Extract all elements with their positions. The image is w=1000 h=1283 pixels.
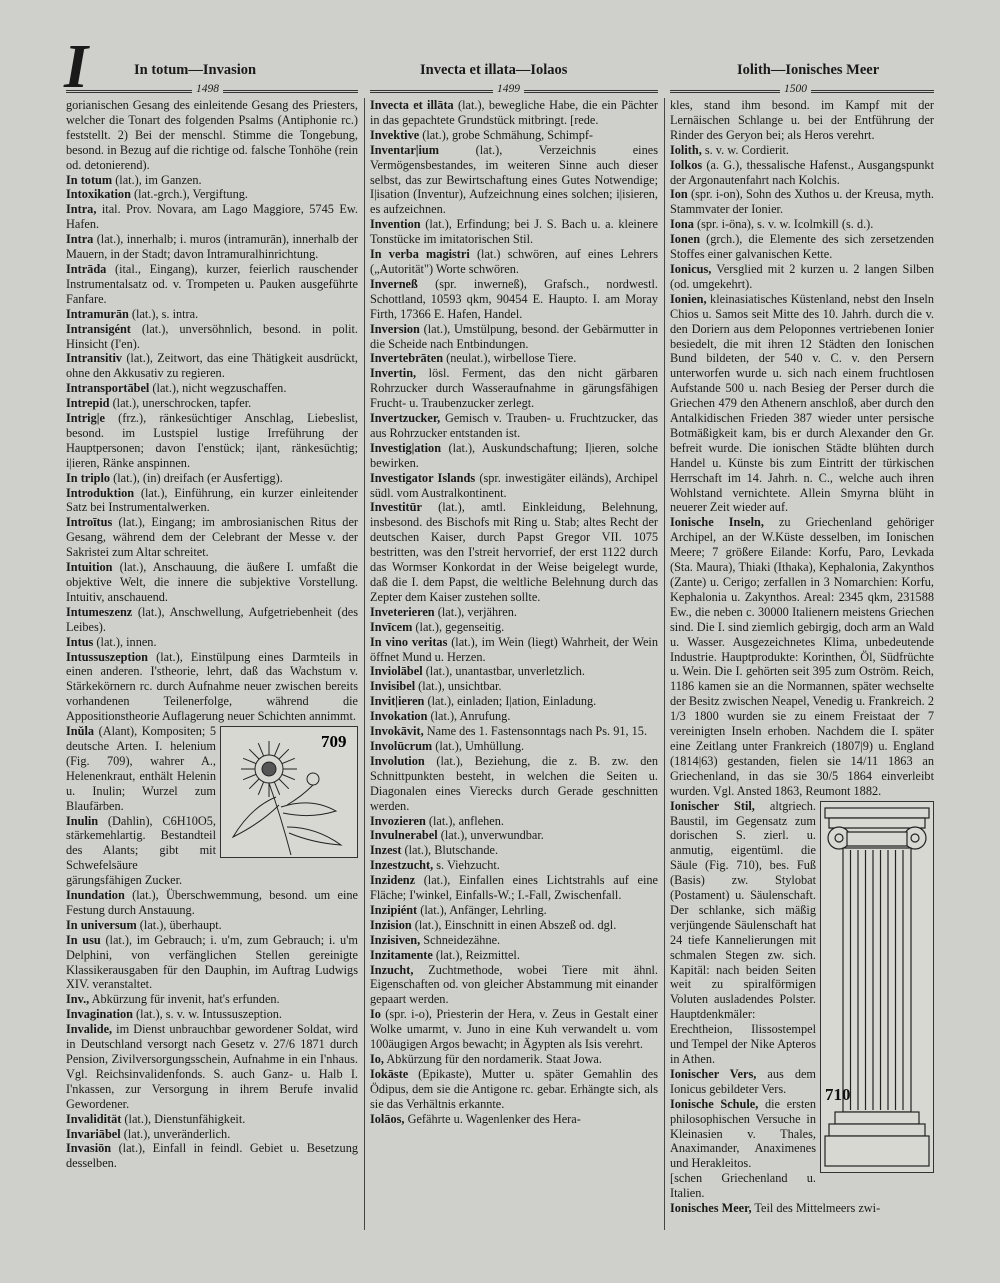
ionic-column-illustration-icon — [821, 802, 933, 1172]
entry-text: (lat.), Anschwellung, Aufgetriebenheit (des Leibes). — [66, 604, 358, 634]
entry-headword: Io — [370, 1007, 381, 1022]
dictionary-entry — [66, 888, 358, 918]
dictionary-entry — [670, 292, 934, 516]
dictionary-entry — [670, 217, 934, 232]
dictionary-entry — [670, 515, 934, 798]
dictionary-entry — [370, 828, 658, 843]
dictionary-entry — [370, 664, 658, 679]
dictionary-entry — [66, 918, 358, 933]
dictionary-entry — [370, 247, 658, 277]
entry-text: Gemisch v. Trauben- u. Fruchtzucker, das aus Rohrzucker entstanden ist. — [370, 411, 658, 440]
dictionary-entry — [370, 471, 658, 501]
entry-headword: Ionien, — [670, 291, 707, 306]
dictionary-entry — [66, 307, 358, 322]
entry-headword: Invulnerabel — [370, 828, 438, 843]
entry-text: (spr. inwestigäter eiländs), Archipel südl. vom Australkontinent. — [370, 470, 658, 500]
dictionary-entry — [66, 605, 358, 635]
dictionary-entry — [66, 933, 358, 993]
entry-headword: Introduktion — [66, 485, 135, 500]
dictionary-entry — [66, 351, 358, 381]
figure-709 — [220, 726, 358, 858]
entry-headword: Invecta et illāta — [370, 98, 454, 112]
dictionary-entry — [670, 187, 934, 217]
entry-text: (lat.), Erfindung; bei J. S. Bach u. a. kleinere Tonstücke im imitatorischen Stil. — [370, 217, 658, 247]
entry-headword: Ion — [670, 187, 688, 202]
figure-number: 710 — [825, 1084, 851, 1104]
entry-headword: Invozieren — [370, 813, 426, 828]
entry-text: (lat.), Auskundschaftung; I|ieren, solche bewirken. — [370, 440, 658, 470]
entry-text: (lat.), Einfallen eines Lichtstrahls auf eine Fläche; I'winkel, Einfalls-W.; I.-Fall, Zwischenfall. — [370, 873, 658, 903]
entry-text: (lat.), im Ganzen. — [112, 172, 202, 187]
column-divider — [664, 98, 665, 1230]
entry-headword: Inviolābel — [370, 664, 423, 679]
entry-text: (lat.), im Gebrauch; i. u'm, zum Gebrauch; i. u'm Delphini, von verfänglichen Stellen gereinigte Klassikerausgaben für den Dauphin, im Auftrag Ludwigs XIV. veranstaltet. — [66, 932, 358, 992]
entry-headword: Invariābel — [66, 1126, 121, 1141]
entry-headword: Ionische Schule, — [670, 1096, 759, 1111]
entry-text: (lat.), Reizmittel. — [432, 947, 520, 962]
dictionary-entry — [66, 202, 358, 232]
entry-text: (lat.), s. v. w. Intussuszeption. — [132, 1007, 283, 1022]
dictionary-entry — [370, 694, 658, 709]
entry-text: Name des 1. Fastensonntags nach Ps. 91, 15. — [423, 724, 648, 739]
entry-text: (lat.), Einschnitt in einen Abszeß od. dgl. — [411, 917, 617, 932]
entry-text: (lat.), grobe Schmähung, Schimpf- — [419, 127, 594, 142]
dictionary-entry — [670, 158, 934, 188]
entry-headword: Inundation — [66, 888, 125, 903]
page-number-bar-1 — [66, 85, 358, 97]
entry-headword: Ionen — [670, 232, 701, 247]
entry-headword: Invokation — [370, 709, 428, 724]
entry-headword: Invertebrāten — [370, 351, 444, 366]
entry-text: (lat.), innen. — [93, 634, 157, 649]
entry-headword: Inulin — [66, 813, 99, 828]
entry-text: (lat.), überhaupt. — [136, 917, 222, 932]
entry-headword: In usu — [66, 932, 101, 947]
entry-text: (Epikaste), Mutter u. später Gemahlin des Ödipus, dem sie die Antigone rc. gebar. Erhängte sich, als sie das Verhältnis erkannte. — [370, 1066, 658, 1111]
entry-headword: Investitūr — [370, 500, 422, 515]
entry-text: gorianischen Gesang des einleitende Gesang des Priesters, welcher die Tonart des folgenden Psalms (Antiphonie rc.) feststellt. 2) Bei der menschl. Stimme die Tongebung, besond. in Bezug auf die richtige od. falsche Tonhöhe (rein od. detonierend). — [66, 98, 358, 172]
entry-headword: Inzipiént — [370, 902, 418, 917]
dictionary-entry — [370, 635, 658, 665]
entry-headword: Iolāos, — [370, 1111, 405, 1126]
entry-text: (Alant), Kompositen; 5 deutsche Arten. I. helenium (Fig. 709), wahrer A., Helenenkraut, enthält Helenin u. Inulin; Wurzel zum Blaufärben. — [66, 724, 216, 813]
dictionary-entry — [370, 948, 658, 963]
dictionary-entry — [370, 814, 658, 829]
text-column-1 — [66, 98, 358, 1228]
dictionary-entry — [370, 1007, 658, 1052]
dictionary-entry — [370, 217, 658, 247]
entry-headword: Ionisches Meer, — [670, 1201, 752, 1216]
entry-text: Schneidezähne. — [420, 932, 501, 947]
entry-headword: Invasiōn — [66, 1141, 112, 1156]
entry-headword: Invertin, — [370, 366, 417, 381]
entry-text: (lat.), Einführung, ein kurzer einleitender Satz bei Instrumentalwerken. — [66, 485, 358, 515]
running-header-right: Iolith—Ionisches Meer — [737, 62, 880, 78]
dictionary-entry — [370, 1067, 658, 1112]
entry-headword: Inzestzucht, — [370, 858, 434, 873]
dictionary-entry — [370, 724, 658, 739]
entry-headword: Involution — [370, 753, 425, 768]
entry-text: lösl. Ferment, das den nicht gärbaren Rohrzucker durch Wasseraufnahme in gärungsfähigen Frucht- u. Traubenzucker zerlegt. — [370, 366, 658, 411]
entry-text: (lat.), Zeitwort, das eine Thätigkeit ausdrückt, ohne den Akkusativ zu regieren. — [66, 351, 358, 381]
entry-headword: Intransitiv — [66, 351, 123, 366]
entry-headword: Investig|ation — [370, 440, 442, 455]
entry-text: Abkürzung für den nordamerik. Staat Jowa. — [384, 1052, 602, 1066]
dictionary-entry — [370, 441, 658, 471]
dictionary-entry — [370, 873, 658, 903]
entry-headword: Inventar|ium — [370, 142, 439, 157]
entry-headword: Intus — [66, 634, 94, 649]
dictionary-entry — [66, 381, 358, 396]
entry-headword: In vino veritas — [370, 634, 448, 649]
entry-headword: Inzitamente — [370, 947, 433, 962]
text-column-2 — [370, 98, 658, 1228]
page-number: 1498 — [192, 83, 223, 95]
dictionary-entry — [66, 1112, 358, 1127]
entry-headword: Intrāda — [66, 261, 107, 276]
entry-text: (lat.), verjähren. — [434, 604, 517, 619]
dictionary-entry — [370, 933, 658, 948]
entry-headword: Invalidität — [66, 1111, 122, 1126]
dictionary-entry — [370, 918, 658, 933]
entry-headword: In triplo — [66, 470, 111, 485]
entry-headword: Intrig|e — [66, 411, 105, 426]
dictionary-entry — [66, 1022, 358, 1111]
entry-headword: In universum — [66, 917, 137, 932]
running-header-center: Invecta et illata—Iolaos — [420, 62, 568, 78]
dictionary-entry — [370, 322, 658, 352]
entry-text: (lat.), Blutschande. — [401, 843, 499, 858]
entry-text: Zuchtmethode, wobei Tiere mit ähnl. Eigenschaften od. von gleicher Abstammung mit einander gepaart werden. — [370, 962, 658, 1007]
entry-headword: Invention — [370, 217, 421, 232]
dictionary-entry — [66, 187, 358, 202]
entry-text: (lat.), gegenseitig. — [412, 619, 505, 634]
figure-710 — [820, 801, 934, 1173]
dictionary-entry — [370, 620, 658, 635]
dictionary-entry — [370, 500, 658, 604]
entry-text: (lat.), nicht wegzuschaffen. — [149, 381, 287, 396]
dictionary-entry — [370, 98, 658, 128]
entry-text: s. v. w. Cordierit. — [701, 142, 789, 157]
section-letter: I — [64, 33, 89, 101]
dictionary-entry — [370, 754, 658, 814]
entry-text: (spr. i-öna), s. v. w. Icolmkill (s. d.). — [693, 217, 874, 232]
dictionary-entry — [370, 739, 658, 754]
page-number: 1499 — [493, 83, 524, 95]
entry-text: (lat.), Anrufung. — [427, 709, 511, 724]
dictionary-entry — [370, 858, 658, 873]
dictionary-entry — [370, 351, 658, 366]
entry-headword: In verba magistri — [370, 247, 470, 262]
entry-headword: Iolith, — [670, 142, 702, 157]
entry-text: Abkürzung für invenit, hat's erfunden. — [89, 992, 280, 1007]
entry-text: s. Viehzucht. — [433, 858, 500, 873]
entry-headword: Invit|ieren — [370, 694, 425, 709]
entry-text: die ersten philosophischen Versuche in Kleinasien v. Thales, Anaximander, Anaximenes und Herakleitos. — [670, 1096, 816, 1171]
entry-text: (lat.), s. intra. — [128, 306, 199, 321]
entry-text: kles, stand ihm besond. im Kampf mit der Lernäischen Schlange u. bei der Entführung der Rinder des Geryon bei; als Heros verehrt. — [670, 98, 934, 142]
entry-headword: Invertzucker, — [370, 411, 441, 426]
entry-text: (lat.), Einfall in feindl. Gebiet u. Besetzung desselben. — [66, 1141, 358, 1171]
entry-text: (ital., Eingang), kurzer, feierlich rauschender Instrumentalsatz od. v. Trompeten u. Pauken ausgeführte Fanfare. — [66, 261, 358, 306]
entry-text: im Dienst unbrauchbar gewordener Soldat, wird in Deutschland versorgt nach Gesetz v. 27/6 1871 durch Pension, Zivilversorgungsschein, Aufnahme in ein I'nhaus. Vgl. Reichsinvalidenfonds. S. auch Ganz- u. Halb I. I'nkassen, zur Versorgung in ihrem Berufe invalid Gewordener. — [66, 1022, 358, 1111]
dictionary-entry — [66, 471, 358, 486]
entry-text: (lat.), unverwundbar. — [437, 828, 544, 843]
dictionary-entry — [66, 992, 358, 1007]
column-divider — [364, 98, 365, 1230]
entry-text: (lat.), amtl. Einkleidung, Belehnung, insbesond. des Bischofs mit Ring u. Stab; altes Recht der deutschen Kaiser, durch Papst Gregor VII. 1075 bestritten, was den I'streit hervorrief, der erst 1122 durch das Wormser Konkordat in der Weise beigelegt wurde, daß die I. dem Papst, die weltliche Belehnung durch das Zepter dem Kaiser zustehen sollte. — [370, 500, 658, 604]
entry-headword: Invagination — [66, 1007, 133, 1022]
entry-headword: Intramurān — [66, 306, 129, 321]
page-number: 1500 — [780, 83, 811, 95]
entry-headword: Intrepid — [66, 396, 110, 411]
page-number-bar-3 — [670, 85, 934, 97]
entry-text: (spr. inwerneß), Grafsch., nordwestl. Schottland, 10593 qkm, 90454 E. Haupto. I. am Moray Firth, 17366 E. Hafen, Handel. — [370, 276, 658, 321]
entry-text: (lat.), Beziehung, die z. B. zw. den Schnittpunkten besteht, in welchen die Seiten u. Diagonalen eines Vierecks durch Gerade geschnitten werden. — [370, 753, 658, 813]
entry-text: (spr. i-on), Sohn des Xuthos u. der Kreusa, myth. Stammvater der Ionier. — [670, 187, 934, 217]
dictionary-entry — [66, 396, 358, 411]
entry-text: (lat.), Anfänger, Lehrling. — [417, 902, 547, 917]
entry-headword: Intussuszeption — [66, 649, 149, 664]
entry-headword: Inversion — [370, 321, 420, 336]
dictionary-entry — [370, 679, 658, 694]
dictionary-entry — [66, 173, 358, 188]
dictionary-entry — [370, 903, 658, 918]
entry-text: (lat.), Umstülpung, besond. der Gebärmutter in die Scheide nach Entbindungen. — [370, 321, 658, 351]
entry-headword: Intra, — [66, 202, 97, 217]
dictionary-entry — [370, 411, 658, 441]
entry-text: (lat.), unversöhnlich, besond. in polit. Hinsicht (I'en). — [66, 321, 358, 351]
entry-text: (lat.), Einstülpung eines Darmteils in einen anderen. I'stheorie, lehrt, daß das Wachstum v. Stärkekörnern rc. durch Aufnahme neuer zwischen bereits vorhandenen Teilenerfolge, während die Appositionstheorie Auflagerung neuer Schichten annimmt. — [66, 649, 358, 724]
dictionary-entry — [66, 560, 358, 605]
entry-headword: Invektive — [370, 127, 420, 142]
dictionary-entry — [670, 1171, 934, 1201]
text-column-3 — [670, 98, 934, 1228]
entry-headword: Inv., — [66, 992, 90, 1007]
entry-text: (lat.), anflehen. — [425, 813, 504, 828]
entry-text: zu Griechenland gehöriger Archipel, an der W.Küste desselben, im Ionischen Meere; 7 größere Eilande: Korfu, Paro, Levkada (Sta. Maura), Thiaki (Ithaka), Kephalonia, Zakynthos (Zante) u. Cerigo; zerfallen in 3 Nomarchien: Korfu, Kephalonia u. Zakynthos. Areal: 2345 qkm, 231588 Ew., die neben c. 30000 Italienern meistens Griechen sind. Die I. sind ziemlich gebirgig, doch arm an Wald u. Wasser. Ausgezeichnetes Klima, unbedeutende Industrie. Hauptprodukte: Korinthen, Öl, Südfrüchte u. Wein. Die I. gehörten seit 395 zum Oström. Reich, 1186 kamen sie an die Normannen, später wechselte der Besitz zwischen Neapel, Venedig u. Frankreich. 2 1/3 1800 wurden sie zu einem Freistaat der 7 vereinigten Inseln erhoben. Nachdem die I. später eine Zeitlang unter Frankreich (1807|9) u. England (1814|63) gestanden, fielen sie 14/11 1863 an Griechenland, in das sie 30/5 1864 einverleibt wurden. Vgl. Ansted 1863, Reumont 1882. — [670, 515, 934, 798]
entry-headword: Iona — [670, 217, 694, 232]
entry-text: (lat.), unveränderlich. — [120, 1126, 231, 1141]
dictionary-entry — [670, 1201, 934, 1216]
entry-text: (a. G.), thessalische Hafenst., Ausgangspunkt der Argonautenfahrt nach Kolchis. — [670, 157, 934, 187]
dictionary-entry — [370, 1052, 658, 1067]
dictionary-entry — [370, 709, 658, 724]
entry-headword: Inzidenz — [370, 873, 416, 888]
entry-text: (lat.-grch.), Vergiftung. — [130, 187, 248, 202]
dictionary-entry — [370, 963, 658, 1008]
dictionary-entry — [670, 262, 934, 292]
entry-text: [schen Griechenland u. Italien. — [670, 1171, 816, 1201]
entry-text: (lat.), Anschauung, die äußere I. umfaßt die objektive Welt, die innere die subjektive Vorstellung. Intuitiv, anschauend. — [66, 560, 358, 604]
entry-text: (lat.), im Wein (liegt) Wahrheit, der Wein öffnet Mund u. Herzen. — [370, 634, 658, 664]
entry-headword: Introītus — [66, 515, 113, 530]
entry-headword: Inzisiven, — [370, 932, 421, 947]
entry-text: (lat.), einladen; I|ation, Einladung. — [424, 694, 597, 709]
dictionary-entry — [66, 1127, 358, 1142]
dictionary-entry — [670, 98, 934, 143]
entry-text: kleinasiatisches Küstenland, nebst den Inseln Chios u. Samos seit Mitte des 10. Jahrh. durch die v. den Doriern aus dem Peloponnes vertriebenen Ionier besiedelt, die mit ihren 12 Städten den Ionischen Bund bildeten, der 540 v. C. v. den Persern unterworfen wurde u. sich nach einem fruchtlosen Aufstande 500 u. nach Besieg der Perser durch die Griechen 479 den Athenern anschloß, aber durch den Antalkidischen Frieden 387 wieder unter persische Botmäßigkeit kam, bis er durch Alexander den Gr. befreit wurde. Die ionischen Städte blühten durch Handel u. Künste bis zum Eintritt der türkischen Herrschaft im 14. Jahrh. n. C., welche auch ihren Wohlstand vernichtete. Allein Smyrna blüht in neuerer Zeit wieder auf. — [670, 291, 934, 515]
dictionary-entry — [66, 1141, 358, 1171]
entry-text: Gefährte u. Wagenlenker des Hera- — [404, 1111, 581, 1126]
dictionary-entry — [66, 322, 358, 352]
page-number-bar-2 — [370, 85, 658, 97]
entry-text: Versglied mit 2 kurzen u. 2 langen Silben (od. umgekehrt). — [670, 261, 934, 291]
entry-headword: Intumeszenz — [66, 604, 133, 619]
entry-text: (lat.), Umhüllung. — [432, 738, 525, 753]
entry-headword: In totum — [66, 172, 113, 187]
entry-text: (lat.), bewegliche Habe, die ein Pächter in das gepachtete Grundstück mitbringt. [rede. — [370, 98, 658, 127]
entry-text: (spr. i-o), Priesterin der Hera, v. Zeus in Gestalt einer Wolke umarmt, v. Juno in eine Kuh verwandelt u. vom 100äugigen Argos bewacht; in Ägypten als Isis verehrt. — [370, 1007, 658, 1052]
entry-headword: Ionischer Stil, — [670, 798, 755, 813]
entry-text: (lat.), Verzeichnis eines Vermögensbestandes, im weiteren Sinne auch dieser selbst, das zur Bewirtschaftung eines Gutes Notwendige; I|isation (Inventur), Aufzeichnung eines solchen; i|isieren, es aufzeichnen. — [370, 142, 658, 217]
entry-headword: Investigator Islands — [370, 470, 476, 485]
entry-text: (lat.), (in) dreifach (er Ausfertigg). — [110, 470, 283, 485]
running-header-left: In totum—Invasion — [134, 62, 257, 78]
entry-headword: Invīcem — [370, 619, 413, 634]
entry-headword: Intransigént — [66, 321, 131, 336]
entry-text: (lat.), Überschwemmung, besond. um eine Festung durch Anstauung. — [66, 888, 358, 917]
dictionary-entry — [66, 411, 358, 471]
entry-text: (Dahlin), C6H10O5, stärkemehlartig. Bestandteil des Alants; gibt mit Schwefelsäure gärungsfähigen Zucker. — [66, 813, 216, 888]
entry-headword: Inzest — [370, 843, 402, 858]
entry-text: altgriech. Baustil, im Gegensatz zum dorischen S. zierl. u. anmutig, eigentüml. die Säule (Fig. 710), bes. Fuß (Basis) zw. Stylobat (Postament) u. Säulenschaft. Der schlanke, sich mäßig verjüngende Säulenschaft hat 24 tiefe Kannelierungen mit schmalen Stegen zw. sich. Kapitäl: nach beiden Seiten weit zu spiralförmigen Voluten ausladendes Polster. Hauptdenkmäler: Erechtheion, Ilissostempel und Tempel der Nike Apteros in Athen. — [670, 798, 816, 1066]
entry-headword: Involūcrum — [370, 738, 433, 753]
entry-text: (grch.), die Elemente des sich zersetzenden Stoffes einer galvanischen Kette. — [670, 232, 934, 262]
dictionary-entry — [66, 515, 358, 560]
dictionary-entry — [66, 232, 358, 262]
entry-text: (frz.), ränkesüchtiger Anschlag, Liebeslist, besond. im Lustspiel lustige Irreführung der Hauptpersonen; davon I'enstück; i|ant, ränkesüchtig; i|ieren, Ränke anspinnen. — [66, 411, 358, 470]
entry-text: (lat.), innerhalb; i. muros (intramurān), innerhalb der Mauern, in der Stadt; davon Intramuralhinrichtung. — [66, 232, 358, 262]
entry-headword: Intransportābel — [66, 381, 150, 396]
entry-text: aus dem Ionicus gebildeter Vers. — [670, 1066, 816, 1096]
entry-headword: Inveterieren — [370, 604, 435, 619]
entry-headword: Inverneß — [370, 276, 418, 291]
entry-headword: Ionischer Vers, — [670, 1066, 757, 1081]
dictionary-entry — [66, 635, 358, 650]
dictionary-entry — [670, 143, 934, 158]
entry-headword: Intuition — [66, 560, 113, 575]
entry-text: (neulat.), wirbellose Tiere. — [443, 351, 577, 366]
entry-headword: Ionische Inseln, — [670, 515, 764, 530]
entry-headword: Intoxikation — [66, 187, 131, 202]
dictionary-entry — [370, 605, 658, 620]
entry-headword: Invokāvit, — [370, 724, 424, 739]
entry-headword: Inŭla — [66, 724, 95, 739]
entry-text: (lat.), Dienstunfähigkeit. — [121, 1111, 246, 1126]
entry-text: ital. Prov. Novara, am Lago Maggiore, 5745 Ew. Hafen. — [66, 202, 358, 232]
dictionary-entry — [66, 650, 358, 725]
dictionary-entry — [670, 232, 934, 262]
entry-text: (lat.) schwören, auf eines Lehrers („Autorität") Worte schwören. — [370, 247, 658, 276]
dictionary-entry — [66, 1007, 358, 1022]
entry-headword: Intra — [66, 232, 94, 247]
entry-text: (lat.), unantastbar, unverletzlich. — [422, 664, 586, 679]
entry-headword: Inzucht, — [370, 962, 414, 977]
entry-text: (lat.), unerschrocken, tapfer. — [109, 396, 252, 411]
inula-plant-illustration-icon — [221, 727, 357, 857]
dictionary-entry — [370, 843, 658, 858]
dictionary-entry — [370, 128, 658, 143]
entry-headword: Iokāste — [370, 1066, 409, 1081]
entry-headword: Iolkos — [670, 157, 703, 172]
entry-headword: Inzision — [370, 917, 412, 932]
entry-headword: Ionicus, — [670, 261, 712, 276]
dictionary-entry — [370, 143, 658, 218]
entry-text: Teil des Mittelmeers zwi- — [751, 1201, 881, 1216]
dictionary-entry — [370, 366, 658, 411]
entry-headword: Invalide, — [66, 1022, 113, 1037]
dictionary-entry — [370, 277, 658, 322]
figure-number: 709 — [321, 732, 347, 752]
dictionary-entry — [66, 262, 358, 307]
entry-text: (lat.), Eingang; im ambrosianischen Ritus der Gesang, während dem der Celebrant der Messe v. der Sakristei zum Altar schreitet. — [66, 515, 358, 560]
dictionary-entry — [66, 486, 358, 516]
entry-text: (lat.), unsichtbar. — [415, 679, 502, 694]
dictionary-entry — [370, 1112, 658, 1127]
dictionary-entry — [66, 98, 358, 173]
entry-headword: Invisibel — [370, 679, 416, 694]
entry-headword: Io, — [370, 1052, 385, 1066]
